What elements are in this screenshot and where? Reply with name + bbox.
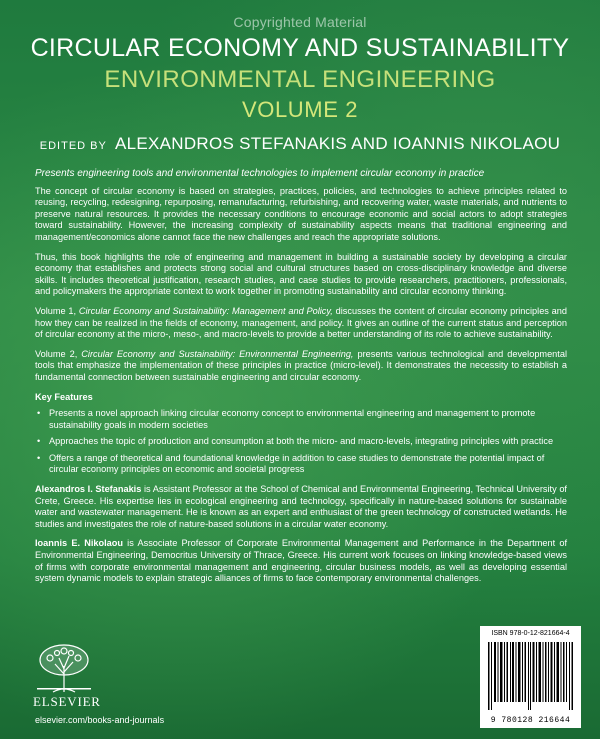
bio-stefanakis <box>35 484 567 530</box>
barcode-number: 9 780128 216644 <box>490 716 571 725</box>
paragraph-concept: The concept of circular economy is based on strategies, practices, policies, and technologies to achieve principles related to reusing, recycling, redesigning, repurposing, remanufacturing, refurbishing, and recovering water, waste materials, and nutrients to preserve natural resources. It provides the necessary conditions to encourage economic and social actors to adopt strategies toward sustainability. However, the increasing complexity of sustainability aspects means that traditional engineering and management/economics alone cannot face the new challenges and reach the appropriate solutions. <box>35 185 567 242</box>
editors-line <box>0 134 600 154</box>
volume-label: VOLUME 2 <box>241 97 359 122</box>
volume-1-prefix: Volume 1, <box>35 305 79 316</box>
key-feature-text: Offers a range of theoretical and foundational knowledge in addition to case studies to demonstrate the potential impact of circular economy principles on economic and societal progress <box>49 452 545 475</box>
blurb-block <box>35 168 567 593</box>
key-feature-item <box>35 453 567 476</box>
edited-by-label: EDITED BY <box>39 140 107 152</box>
elsevier-tree-logo-icon <box>35 642 93 694</box>
bio-text: is Associate Professor of Corporate Environmental Management and Performance in the Department of Environmental Engineering, Democritus University of Thrace, Greece. His current work focuses on linking knowledge-based views of firms with corporate environmental management and engineering, circular business models, as well as developing essential system dynamic models to explain strategic alliances of firms to face contemporary environmental challenges. <box>35 538 567 584</box>
volume-2-description: presents various technological and developmental tools that emphasize the implementation of these principles in practice (micro-level). It demonstrates the necessity to establish a fundamental connection between sustainable engineering and circular economy. <box>35 348 567 382</box>
key-feature-text: Approaches the topic of production and consumption at both the micro- and macro-levels, integrating principles with practice <box>49 436 554 447</box>
isbn-barcode-box <box>480 626 581 728</box>
volume-1-description: discusses the content of circular economy principles and how they can be realized in the fields of economy, management, and policy. It gives an outline of the current status and perception of circular economy at the micro-, meso-, and macro-levels to provide a better understanding of its role to achieve sustainability. <box>35 305 567 340</box>
bullet-icon: • <box>37 452 41 463</box>
bullet-icon: • <box>37 408 41 419</box>
copyright-watermark: Copyrighted Material <box>233 14 367 30</box>
paragraph-volume-1 <box>35 306 567 341</box>
key-feature-text: Presents a novel approach linking circular economy concept to environmental engineering and management to promote sustainability goals in modern societies <box>49 408 536 430</box>
barcode-icon <box>486 642 575 710</box>
editor-names: ALEXANDROS STEFANAKIS AND IOANNIS NIKOLAOU <box>114 134 561 153</box>
publisher-url[interactable]: elsevier.com/books-and-journals <box>35 715 165 725</box>
volume-1-title: Circular Economy and Sustainability: Management and Policy, <box>78 305 333 316</box>
paragraph-book-role: Thus, this book highlights the role of engineering and management in building a sustainable society by developing a circular economy that establishes and protects strong social and cultural structures based on cross-disciplinary knowledge and diverse skills. It includes theoretical justification, research studies, and case studies to provide researchers, practitioners, professionals, and policymakers the appropriate context to work together in promoting sustainability and circular economy thinking. <box>35 251 567 297</box>
bio-name: Alexandros I. Stefanakis <box>35 484 142 495</box>
bullet-icon: • <box>37 436 41 447</box>
key-feature-item <box>35 408 567 431</box>
bio-nikolaou <box>35 538 567 584</box>
tagline: Presents engineering tools and environmental technologies to implement circular economy in practice <box>35 168 485 179</box>
key-features-list <box>35 408 567 476</box>
volume-2-prefix: Volume 2, <box>35 348 82 359</box>
key-feature-item <box>35 436 567 448</box>
isbn-label: ISBN 978-0-12-821664-4 <box>491 630 570 637</box>
volume-2-title: Circular Economy and Sustainability: Environmental Engineering, <box>81 348 354 359</box>
bio-name: Ioannis E. Nikolaou <box>35 538 123 549</box>
publisher-name: ELSEVIER <box>33 694 101 709</box>
bio-text: is Assistant Professor at the School of Chemical and Environmental Engineering, Technical University of Crete, Greece. His expertise lies in ecological engineering and technology, specifically in nature-based solutions for sustainable water and wastewater management. He is known as an expert and enthusiast of the green technology of constructed wetlands. He studies and investigates the role of nature-based solutions in a circular water economy. <box>35 484 567 529</box>
paragraph-volume-2 <box>35 349 567 384</box>
key-features-heading: Key Features <box>35 391 93 402</box>
series-title: CIRCULAR ECONOMY AND SUSTAINABILITY <box>30 34 570 62</box>
book-subtitle: ENVIRONMENTAL ENGINEERING <box>104 66 496 93</box>
